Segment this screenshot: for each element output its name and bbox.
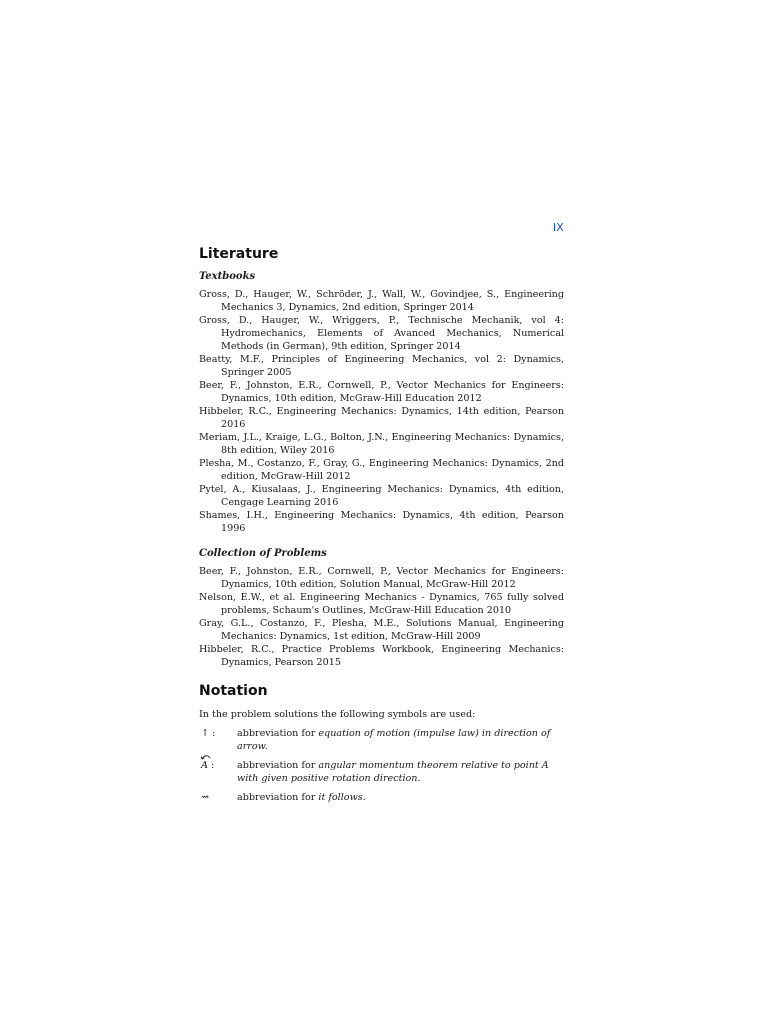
notation-prefix: abbreviation for bbox=[237, 728, 319, 739]
reference-entry: Meriam, J.L., Kraige, L.G., Bolton, J.N., Engineering Mechanics: Dynamics, 8th edition, Wiley 2016 bbox=[199, 432, 564, 456]
notation-item: A : abbreviation for angular momentum theorem relative to point A with given positive rotation direction. bbox=[201, 759, 564, 785]
rotation-arrow-icon bbox=[201, 754, 211, 760]
arrow-up-icon: ↑ bbox=[201, 728, 210, 739]
reference-entry: Beer, F., Johnston, E.R., Cornwell, P., Vector Mechanics for Engineers: Dynamics, 10th edition, Solution Manual, McGraw-Hill 2012 bbox=[199, 566, 564, 590]
textbooks-heading: Textbooks bbox=[199, 271, 256, 282]
notation-intro: In the problem solutions the following symbols are used: bbox=[199, 709, 476, 720]
reference-entry: Hibbeler, R.C., Practice Problems Workbook, Engineering Mechanics: Dynamics, Pearson 2015 bbox=[199, 644, 564, 668]
squiggle-arrow-icon: ⇝ bbox=[201, 792, 210, 803]
textbooks-list bbox=[199, 288, 564, 535]
reference-entry: Hibbeler, R.C., Engineering Mechanics: Dynamics, 14th edition, Pearson 2016 bbox=[199, 406, 564, 430]
reference-entry: Plesha, M., Costanzo, F., Gray, G., Engineering Mechanics: Dynamics, 2nd edition, McGraw-Hill 2012 bbox=[199, 458, 564, 482]
reference-entry: Beatty, M.F., Principles of Engineering Mechanics, vol 2: Dynamics, Springer 2005 bbox=[199, 354, 564, 378]
notation-item: ↑ : abbreviation for equation of motion (impulse law) in direction of arrow. bbox=[201, 728, 551, 752]
reference-entry: Pytel, A., Kiusalaas, J., Engineering Mechanics: Dynamics, 4th edition, Cengage Learning 2016 bbox=[199, 484, 564, 508]
literature-heading: Literature bbox=[199, 246, 279, 262]
reference-entry: Gross, D., Hauger, W., Wriggers, P., Technische Mechanik, vol 4: Hydromechanics, Elements of Avanced Mechanics, Numerical Methods (in German), 9th edition, Springer 2014 bbox=[199, 315, 564, 352]
notation-heading: Notation bbox=[199, 683, 268, 699]
reference-entry: Nelson, E.W., et al. Engineering Mechanics - Dynamics, 765 fully solved problems, Schaum's Outlines, McGraw-Hill Education 2010 bbox=[199, 592, 564, 616]
reference-entry: Shames, I.H., Engineering Mechanics: Dynamics, 4th edition, Pearson 1996 bbox=[199, 510, 564, 534]
page-content bbox=[199, 244, 564, 810]
notation-meaning: angular momentum theorem relative to point A with given positive rotation direction. bbox=[237, 760, 549, 784]
page-number: IX bbox=[553, 221, 564, 234]
notation-meaning: it follows. bbox=[318, 792, 366, 803]
rotation-point-icon: A bbox=[201, 759, 208, 772]
notation-prefix: abbreviation for bbox=[237, 792, 319, 803]
problems-heading: Collection of Problems bbox=[199, 548, 327, 559]
problems-list bbox=[199, 565, 564, 669]
reference-entry: Beer, F., Johnston, E.R., Cornwell, P., Vector Mechanics for Engineers: Dynamics, 10th edition, McGraw-Hill Education 2012 bbox=[199, 380, 564, 404]
notation-prefix: abbreviation for bbox=[237, 760, 319, 771]
reference-entry: Gross, D., Hauger, W., Schröder, J., Wall, W., Govindjee, S., Engineering Mechanics 3, Dynamics, 2nd edition, Springer 2014 bbox=[199, 289, 564, 313]
notation-meaning: equation of motion (impulse law) in direction of arrow. bbox=[237, 728, 551, 752]
notation-section bbox=[199, 681, 564, 804]
reference-entry: Gray, G.L., Costanzo, F., Plesha, M.E., Solutions Manual, Engineering Mechanics: Dynamics, 1st edition, McGraw-Hill 2009 bbox=[199, 618, 564, 642]
notation-item bbox=[201, 791, 564, 804]
